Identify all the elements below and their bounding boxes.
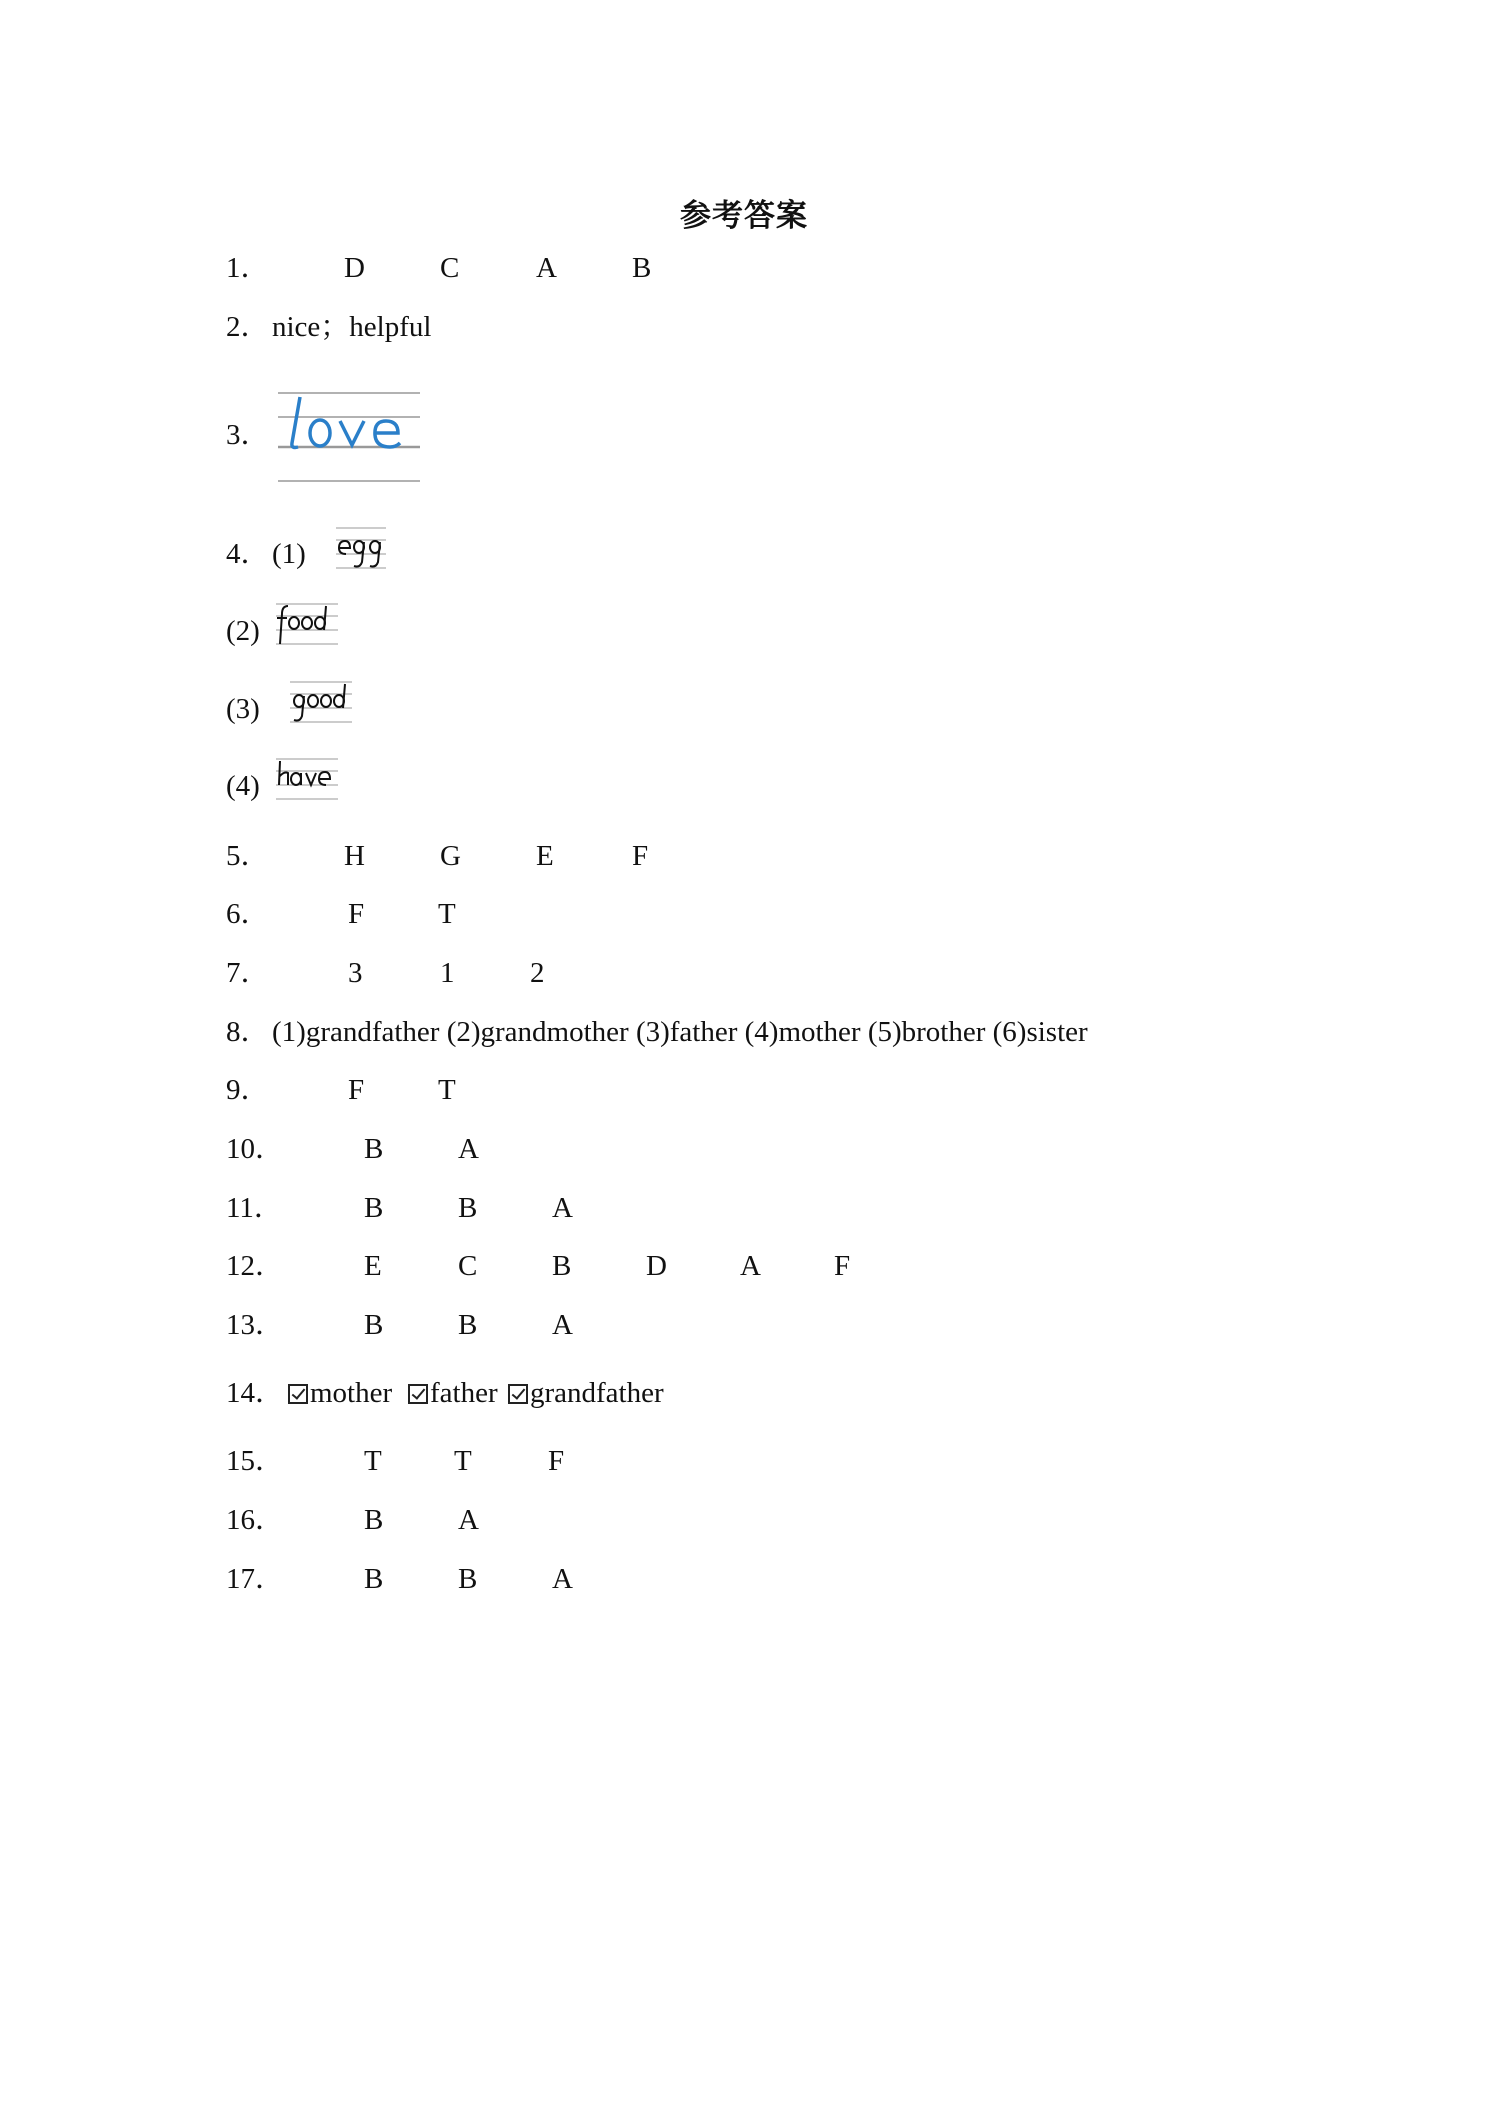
- answer: F: [632, 840, 649, 872]
- answer: T: [438, 1074, 456, 1106]
- checkbox-checked-icon: [408, 1384, 428, 1404]
- question-number: 4．: [226, 538, 270, 570]
- sub-number: (3): [226, 693, 260, 725]
- answer: E: [536, 840, 554, 872]
- checkbox-checked-icon: [508, 1384, 528, 1404]
- question-number: 1．: [226, 252, 270, 284]
- answer: C: [458, 1250, 478, 1282]
- answer: T: [364, 1445, 382, 1477]
- question-number: 7．: [226, 957, 270, 989]
- answer-text: nice；helpful: [272, 311, 432, 343]
- checked-item-label: father: [430, 1377, 498, 1409]
- answer: H: [344, 840, 365, 872]
- answer: A: [458, 1133, 479, 1165]
- answer: T: [454, 1445, 472, 1477]
- question-number: 11．: [226, 1192, 283, 1224]
- answer: F: [548, 1445, 565, 1477]
- question-number: 16．: [226, 1504, 285, 1536]
- answer: C: [440, 252, 460, 284]
- sub-number: (1): [272, 538, 306, 570]
- answer: E: [364, 1250, 382, 1282]
- answer: D: [646, 1250, 667, 1282]
- answer: 3: [348, 957, 363, 989]
- answer: B: [364, 1133, 384, 1165]
- handwriting-good: [290, 680, 352, 726]
- answer: B: [552, 1250, 572, 1282]
- question-number: 13．: [226, 1309, 285, 1341]
- handwriting-have: [276, 757, 338, 803]
- answer: B: [364, 1504, 384, 1536]
- page-title: 参考答案: [680, 198, 808, 234]
- answer: A: [536, 252, 557, 284]
- answer: D: [344, 252, 365, 284]
- checked-item-label: grandfather: [530, 1377, 664, 1409]
- question-number: 15．: [226, 1445, 285, 1477]
- question-number: 9．: [226, 1074, 270, 1106]
- checked-item: [408, 1373, 498, 1413]
- handwriting-food: [276, 602, 338, 648]
- sub-number: (2): [226, 615, 260, 647]
- question-number: 12．: [226, 1250, 285, 1282]
- question-number: 5．: [226, 840, 270, 872]
- answer: A: [552, 1563, 573, 1595]
- sub-number: (4): [226, 770, 260, 802]
- answer: B: [364, 1192, 384, 1224]
- answer: F: [348, 1074, 365, 1106]
- question-number: 8．: [226, 1016, 270, 1048]
- answer-text: (1)grandfather (2)grandmother (3)father (4)mother (5)brother (6)sister: [272, 1016, 1088, 1048]
- answer: A: [552, 1192, 573, 1224]
- answer: F: [348, 898, 365, 930]
- answer: A: [552, 1309, 573, 1341]
- answer: B: [632, 252, 652, 284]
- checkbox-checked-icon: [288, 1384, 308, 1404]
- answer: G: [440, 840, 461, 872]
- question-number: 3．: [226, 419, 270, 451]
- handwriting-egg: [336, 526, 386, 572]
- answer: 1: [440, 957, 455, 989]
- checked-item-label: mother: [310, 1377, 393, 1409]
- question-number: 6．: [226, 898, 270, 930]
- answer: A: [740, 1250, 761, 1282]
- checked-item: [288, 1373, 392, 1413]
- answer: T: [438, 898, 456, 930]
- checked-item: [508, 1373, 664, 1413]
- question-number: 10．: [226, 1133, 285, 1165]
- question-number: 17．: [226, 1563, 285, 1595]
- answer: B: [364, 1309, 384, 1341]
- question-number: 14．: [226, 1377, 285, 1409]
- answer: F: [834, 1250, 851, 1282]
- answer: 2: [530, 957, 545, 989]
- answer: B: [458, 1192, 478, 1224]
- answer: B: [364, 1563, 384, 1595]
- answer: A: [458, 1504, 479, 1536]
- answer: B: [458, 1309, 478, 1341]
- question-number: 2．: [226, 311, 270, 343]
- answer: B: [458, 1563, 478, 1595]
- handwriting-love: [278, 385, 420, 483]
